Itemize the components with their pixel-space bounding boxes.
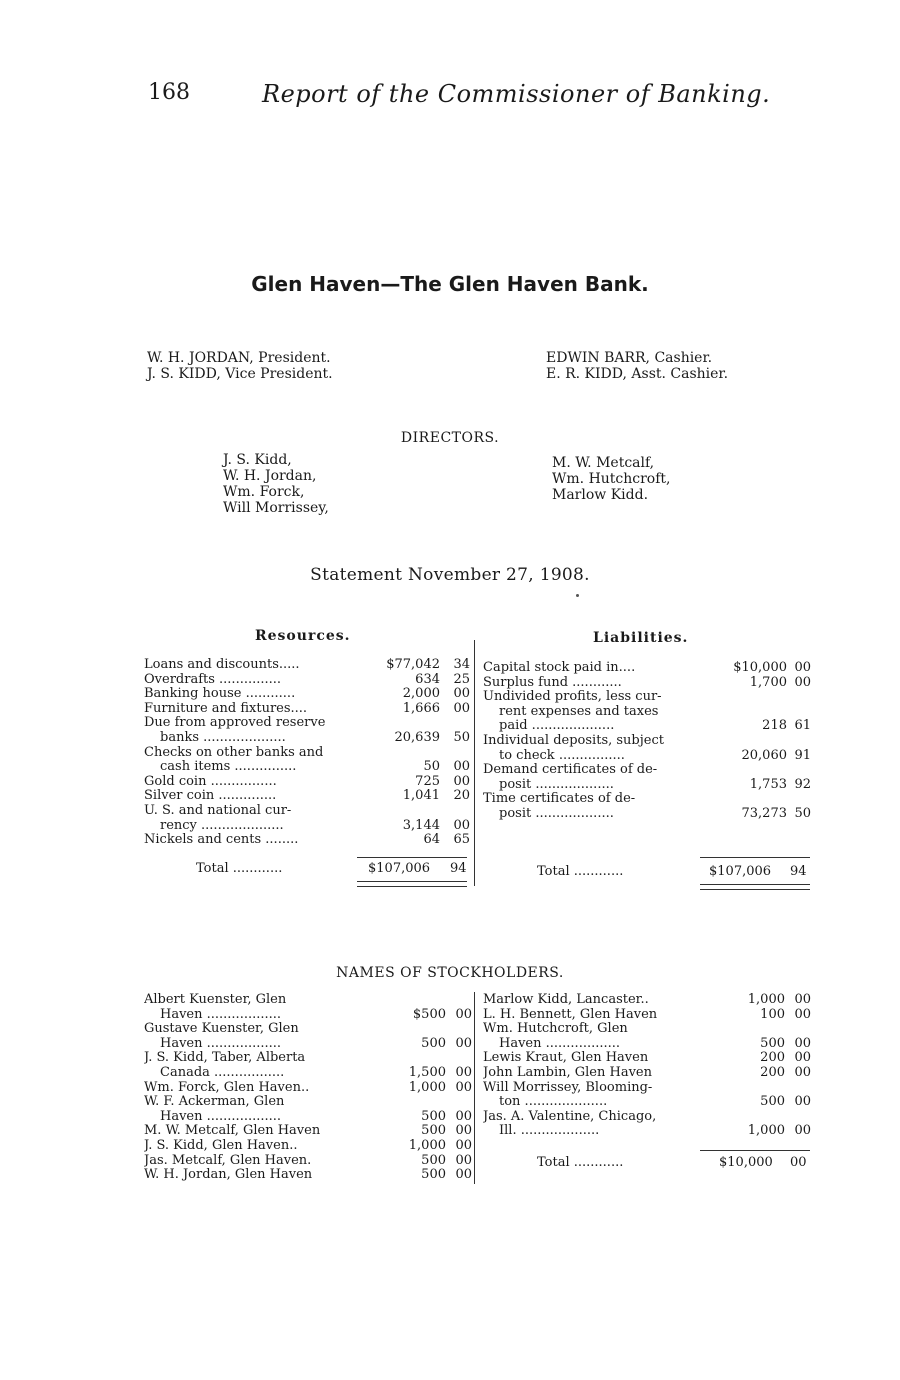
resources-row: [144, 819, 472, 834]
directors-heading: DIRECTORS.: [400, 430, 500, 446]
stockholder-row: [144, 993, 472, 1008]
row-label: J. S. Kidd, Glen Haven..: [144, 1138, 298, 1153]
row-cents: 50: [453, 729, 470, 745]
row-amount: 100: [760, 1006, 785, 1022]
officer-cashier: EDWIN BARR, Cashier.: [546, 350, 713, 366]
liabilities-heading: Liabilities.: [593, 630, 689, 646]
row-cents: 00: [455, 1035, 472, 1051]
double-rule: [357, 881, 467, 887]
row-amount: 1,000: [747, 992, 785, 1007]
row-amount: 500: [421, 1167, 446, 1183]
row-cents: 65: [453, 832, 470, 848]
row-amount: 1,500: [408, 1064, 446, 1080]
row-label: Banking house ............: [144, 687, 296, 702]
row-label: Overdrafts ...............: [144, 672, 282, 687]
stockholders-total-amount: $10,000: [719, 1155, 773, 1170]
stockholder-row: [144, 1110, 472, 1125]
director: Wm. Forck,: [223, 484, 305, 500]
row-label: Surplus fund ............: [483, 675, 622, 690]
liabilities-row: [483, 763, 811, 778]
director: M. W. Metcalf,: [552, 455, 655, 471]
stockholder-row: [483, 1124, 811, 1139]
stockholder-row: [483, 1081, 811, 1096]
row-label: Ill. ...................: [499, 1124, 600, 1139]
stockholder-row: [483, 1066, 811, 1081]
stockholder-row: [144, 1139, 472, 1154]
row-amount: $77,042: [386, 657, 440, 672]
row-cents: 00: [455, 1064, 472, 1080]
bank-title: Glen Haven—The Glen Haven Bank.: [251, 272, 649, 296]
liabilities-row: [483, 749, 811, 764]
row-label: Will Morrissey, Blooming-: [483, 1080, 653, 1095]
liabilities-row: [483, 734, 811, 749]
row-amount: 73,273: [741, 805, 787, 821]
stockholder-row: [483, 1051, 811, 1066]
column-divider: [474, 992, 475, 1184]
row-label: posit ...................: [499, 806, 614, 821]
stockholder-row: [144, 1081, 472, 1096]
resources-row: [144, 775, 472, 790]
row-amount: 200: [760, 1064, 785, 1080]
stockholder-row: [483, 1008, 811, 1023]
row-amount: 1,041: [402, 788, 440, 804]
row-amount: 500: [421, 1108, 446, 1124]
row-cents: 61: [794, 718, 811, 734]
row-label: Due from approved reserve: [144, 716, 326, 731]
row-cents: 00: [794, 1094, 811, 1110]
directors-left: [223, 452, 329, 516]
row-label: cash items ...............: [160, 760, 297, 775]
resources-heading: Resources.: [255, 628, 351, 644]
row-label: Time certificates of de-: [483, 792, 636, 807]
stockholder-row: [144, 1022, 472, 1037]
row-cents: 00: [794, 1050, 811, 1066]
row-cents: 00: [453, 700, 470, 716]
row-cents: 00: [453, 817, 470, 833]
resources-list: [144, 658, 472, 848]
row-cents: 00: [455, 1006, 472, 1022]
row-cents: 00: [794, 1006, 811, 1022]
stockholders-right-list: [483, 993, 811, 1139]
row-label: M. W. Metcalf, Glen Haven: [144, 1124, 321, 1139]
director: W. H. Jordan,: [223, 468, 317, 484]
resources-row: [144, 687, 472, 702]
liabilities-row: [483, 705, 811, 720]
director: Marlow Kidd.: [552, 487, 649, 503]
row-label: Jas. A. Valentine, Chicago,: [483, 1109, 657, 1124]
row-label: Silver coin ..............: [144, 789, 277, 804]
running-title: Report of the Commissioner of Banking.: [262, 80, 771, 108]
resources-row: [144, 760, 472, 775]
officers-left: [147, 350, 333, 382]
resources-row: [144, 833, 472, 848]
directors-right: [552, 455, 671, 503]
stockholder-row: [144, 1037, 472, 1052]
resources-row: [144, 731, 472, 746]
row-amount: 20,060: [741, 747, 787, 763]
row-label: Wm. Hutchcroft, Glen: [483, 1022, 628, 1037]
row-cents: 00: [455, 1079, 472, 1095]
row-label: Loans and discounts.....: [144, 658, 300, 672]
stockholder-row: [144, 1066, 472, 1081]
print-speck: [576, 594, 579, 597]
stockholder-row: [144, 1051, 472, 1066]
row-label: J. S. Kidd, Taber, Alberta: [144, 1051, 306, 1066]
liabilities-row: [483, 676, 811, 691]
resources-row: [144, 702, 472, 717]
row-label: rent expenses and taxes: [499, 704, 659, 719]
stockholder-row: [483, 1095, 811, 1110]
director: Will Morrissey,: [223, 500, 329, 516]
row-amount: 500: [760, 1094, 785, 1110]
liabilities-total-amount: $107,006: [709, 864, 772, 879]
row-amount: 1,700: [749, 674, 787, 690]
row-cents: 34: [453, 657, 470, 672]
row-label: Nickels and cents ........: [144, 833, 299, 848]
row-cents: 92: [794, 776, 811, 792]
row-cents: 00: [455, 1137, 472, 1153]
row-amount: 200: [760, 1050, 785, 1066]
stockholders-total-cents: 00: [790, 1155, 807, 1170]
liabilities-row: [483, 690, 811, 705]
row-label: John Lambin, Glen Haven: [483, 1065, 652, 1080]
total-rule: [700, 1150, 810, 1151]
row-amount: 20,639: [394, 729, 440, 745]
resources-total-label: Total ............: [196, 861, 283, 876]
row-amount: 3,144: [402, 817, 440, 833]
row-label: Wm. Forck, Glen Haven..: [144, 1080, 310, 1095]
row-amount: 1,000: [408, 1079, 446, 1095]
liabilities-row: [483, 792, 811, 807]
row-amount: 1,000: [408, 1137, 446, 1153]
double-rule: [700, 884, 810, 890]
row-cents: 25: [453, 671, 470, 687]
row-amount: 500: [421, 1035, 446, 1051]
stockholder-row: [483, 1110, 811, 1125]
column-divider: [474, 640, 475, 886]
resources-row: [144, 746, 472, 761]
liabilities-row: [483, 807, 811, 822]
row-label: ton ....................: [499, 1095, 608, 1110]
liabilities-row: [483, 778, 811, 793]
resources-row: [144, 658, 472, 673]
row-cents: 00: [455, 1167, 472, 1183]
row-amount: 725: [415, 773, 440, 789]
row-amount: 2,000: [402, 686, 440, 702]
row-label: Jas. Metcalf, Glen Haven.: [144, 1153, 312, 1168]
director: Wm. Hutchcroft,: [552, 471, 671, 487]
page-number: 168: [148, 80, 190, 105]
row-amount: 64: [423, 832, 440, 848]
officer-vice-president: J. S. KIDD, Vice President.: [147, 366, 333, 382]
officer-asst-cashier: E. R. KIDD, Asst. Cashier.: [546, 366, 729, 382]
row-label: Lewis Kraut, Glen Haven: [483, 1051, 649, 1066]
row-label: paid ....................: [499, 719, 615, 734]
row-cents: 00: [794, 1035, 811, 1051]
row-label: Undivided profits, less cur-: [483, 690, 662, 705]
row-amount: $10,000: [733, 660, 787, 675]
officer-president: W. H. JORDAN, President.: [147, 350, 331, 366]
row-label: Gustave Kuenster, Glen: [144, 1022, 299, 1037]
stockholders-heading: NAMES OF STOCKHOLDERS.: [336, 965, 564, 981]
row-label: Canada .................: [160, 1065, 285, 1080]
resources-row: [144, 716, 472, 731]
row-cents: 00: [794, 660, 811, 675]
row-label: L. H. Bennett, Glen Haven: [483, 1007, 658, 1022]
row-cents: 00: [794, 1064, 811, 1080]
row-label: to check ................: [499, 748, 625, 763]
liabilities-row: [483, 719, 811, 734]
resources-row: [144, 804, 472, 819]
row-label: banks ....................: [160, 730, 286, 745]
resources-total-amount: $107,006: [368, 861, 431, 876]
row-label: Furniture and fixtures....: [144, 701, 308, 716]
row-cents: 00: [455, 1123, 472, 1139]
row-amount: 50: [423, 759, 440, 775]
row-amount: 634: [415, 671, 440, 687]
row-amount: 500: [421, 1152, 446, 1168]
resources-row: [144, 673, 472, 688]
row-label: U. S. and national cur-: [144, 803, 292, 818]
row-cents: 00: [453, 773, 470, 789]
stockholder-row: [144, 1154, 472, 1169]
row-label: W. H. Jordan, Glen Haven: [144, 1168, 313, 1183]
row-amount: 1,666: [402, 700, 440, 716]
stockholder-row: [144, 1008, 472, 1023]
row-cents: 00: [794, 674, 811, 690]
row-amount: 218: [762, 718, 787, 734]
row-amount: 1,000: [747, 1123, 785, 1139]
row-amount: $500: [412, 1006, 446, 1022]
stockholder-row: [144, 1095, 472, 1110]
stockholder-row: [483, 1037, 811, 1052]
row-label: Haven ..................: [160, 1007, 282, 1022]
row-cents: 91: [794, 747, 811, 763]
row-label: Haven ..................: [499, 1036, 621, 1051]
row-label: posit ...................: [499, 777, 614, 792]
resources-row: [144, 789, 472, 804]
row-label: Haven ..................: [160, 1036, 282, 1051]
stockholder-row: [483, 1022, 811, 1037]
row-cents: 00: [794, 1123, 811, 1139]
stockholders-left-list: [144, 993, 472, 1183]
total-rule: [700, 857, 810, 858]
statement-date: Statement November 27, 1908.: [310, 565, 590, 585]
officers-right: [546, 350, 728, 382]
liabilities-total-label: Total ............: [537, 864, 624, 879]
row-cents: 00: [794, 992, 811, 1007]
row-label: Demand certificates of de-: [483, 763, 658, 778]
director: J. S. Kidd,: [223, 452, 292, 468]
row-cents: 50: [794, 805, 811, 821]
row-label: Gold coin ................: [144, 774, 277, 789]
stockholders-total-label: Total ............: [537, 1155, 624, 1170]
stockholder-row: [144, 1168, 472, 1183]
resources-total-cents: 94: [450, 861, 467, 876]
row-label: Individual deposits, subject: [483, 733, 664, 748]
row-amount: 1,753: [749, 776, 787, 792]
stockholder-row: [483, 993, 811, 1008]
liabilities-list: [483, 661, 811, 822]
row-label: rency ....................: [160, 818, 284, 833]
row-cents: 00: [455, 1152, 472, 1168]
liabilities-total-cents: 94: [790, 864, 807, 879]
row-label: Haven ..................: [160, 1109, 282, 1124]
row-cents: 00: [453, 759, 470, 775]
row-cents: 00: [453, 686, 470, 702]
row-cents: 00: [455, 1108, 472, 1124]
row-label: Albert Kuenster, Glen: [144, 993, 287, 1007]
row-cents: 20: [453, 788, 470, 804]
liabilities-row: [483, 661, 811, 676]
row-label: Capital stock paid in....: [483, 661, 636, 675]
total-rule: [357, 857, 467, 858]
row-label: W. F. Ackerman, Glen: [144, 1095, 285, 1110]
row-amount: 500: [760, 1035, 785, 1051]
row-label: Checks on other banks and: [144, 745, 324, 760]
row-amount: 500: [421, 1123, 446, 1139]
stockholder-row: [144, 1124, 472, 1139]
row-label: Marlow Kidd, Lancaster..: [483, 993, 649, 1007]
